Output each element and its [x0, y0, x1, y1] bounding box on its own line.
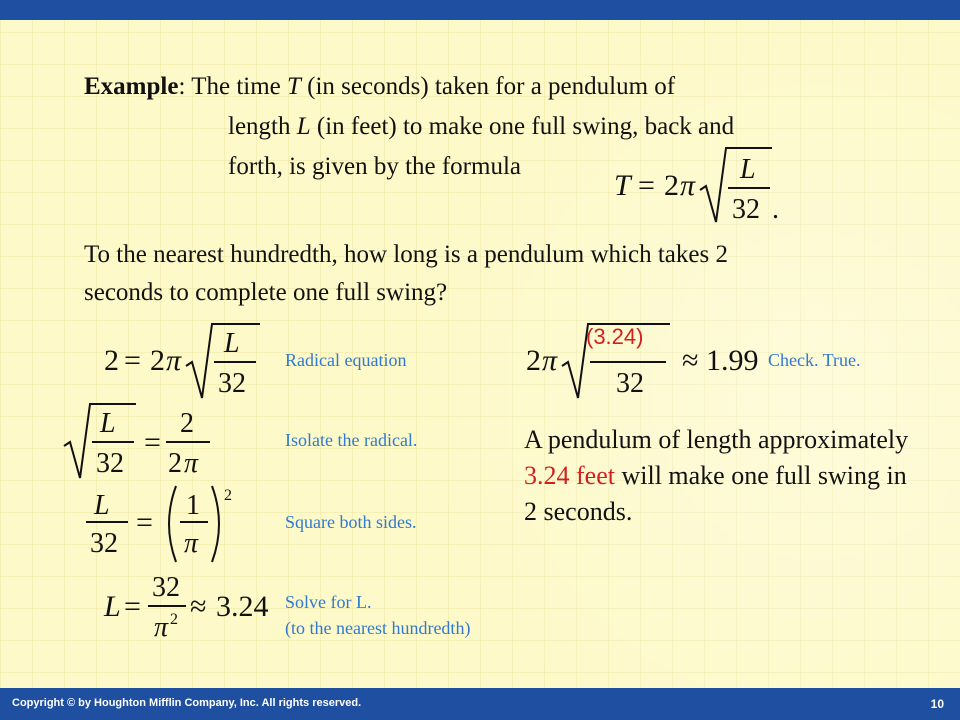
svg-text:π: π [184, 448, 199, 479]
step-4-note-2: (to the nearest hundredth) [285, 618, 471, 638]
svg-text:=: = [144, 426, 161, 459]
check-approx: ≈ 1.99 [682, 344, 759, 377]
svg-text:.: . [772, 194, 779, 225]
copyright-text: Copyright © by Houghton Mifflin Company, Inc. All rights reserved. [12, 697, 362, 709]
answer-after: will make one full swing in 2 seconds. [524, 461, 907, 526]
svg-text:=: = [124, 344, 141, 377]
svg-text:32: 32 [152, 572, 180, 603]
step-4-note-1: Solve for L. [285, 592, 372, 612]
svg-text:L: L [94, 490, 110, 521]
svg-text:L: L [740, 154, 756, 185]
footer-bar [0, 688, 960, 720]
check-equation [524, 318, 764, 409]
svg-text:T: T [614, 169, 631, 202]
svg-text:=: = [136, 506, 153, 539]
check-label: Check. True. [768, 350, 861, 370]
svg-text:32: 32 [732, 194, 760, 225]
svg-text:=: = [638, 169, 655, 202]
svg-text:2: 2 [150, 344, 165, 377]
question-line-1: To the nearest hundredth, how long is a pendulum which takes 2 [84, 241, 728, 268]
svg-text:π: π [166, 344, 182, 377]
svg-text:3.24: 3.24 [216, 590, 269, 623]
svg-text:32: 32 [616, 368, 644, 399]
page-number: 10 [930, 697, 944, 711]
answer-before: A pendulum of length approximately [524, 425, 909, 454]
svg-text:π: π [184, 528, 199, 559]
question-line-2: seconds to complete one full swing? [84, 279, 448, 306]
answer-highlight: 3.24 feet [524, 461, 615, 490]
example-line-1 [84, 70, 675, 104]
svg-text:≈: ≈ [190, 590, 207, 623]
intro-text: length [228, 113, 297, 140]
svg-text:π: π [680, 169, 696, 202]
step-3-equation [80, 478, 240, 573]
variable-l: L [296, 113, 311, 140]
svg-text:2: 2 [526, 344, 541, 377]
svg-text:32: 32 [96, 448, 124, 479]
svg-text:=: = [124, 590, 141, 623]
formula-period [612, 140, 782, 235]
intro-text: : The time [178, 73, 287, 100]
svg-text:L: L [224, 328, 240, 359]
check-substituted-value: (3.24) [586, 324, 644, 349]
example-label: Example [84, 73, 179, 100]
svg-text:2: 2 [664, 169, 679, 202]
svg-text:2: 2 [224, 487, 232, 504]
step-3-note: Square both sides. [285, 512, 417, 532]
svg-text:2: 2 [104, 344, 119, 377]
svg-text:π: π [154, 612, 169, 643]
svg-text:2: 2 [180, 408, 194, 439]
top-bar [0, 0, 960, 20]
svg-text:32: 32 [90, 528, 118, 559]
svg-text:32: 32 [218, 368, 246, 399]
svg-text:π: π [542, 344, 558, 377]
svg-text:2: 2 [168, 448, 182, 479]
svg-text:2: 2 [170, 611, 178, 628]
svg-text:1: 1 [186, 490, 200, 521]
svg-text:L: L [100, 408, 116, 439]
variable-t: T [287, 73, 301, 100]
example-line-3: forth, is given by the formula [228, 153, 521, 180]
intro-text: (in feet) to make one full swing, back and [310, 113, 735, 140]
step-1-note: Radical equation [285, 350, 407, 370]
svg-text:L: L [104, 590, 121, 623]
step-4-equation [100, 566, 280, 651]
step-2-note: Isolate the radical. [285, 430, 418, 450]
step-1-equation [100, 318, 280, 409]
answer-text [524, 422, 924, 530]
step-2-equation [60, 398, 220, 489]
intro-text: (in seconds) taken for a pendulum of [300, 73, 676, 100]
example-line-2 [228, 110, 734, 144]
